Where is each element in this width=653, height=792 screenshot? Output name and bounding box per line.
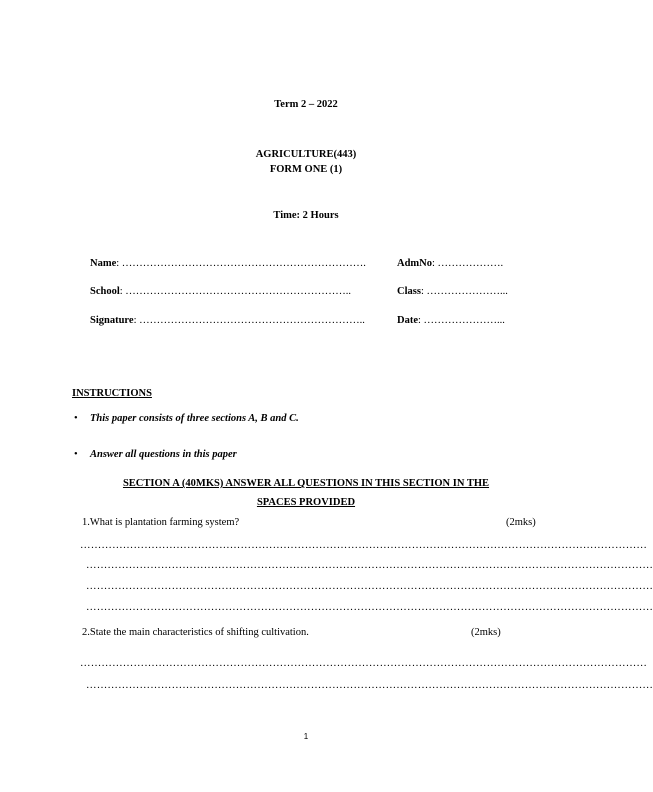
question-1-marks: (2mks) [506, 517, 536, 528]
answer-line[interactable]: …………………………………………………………………………………………………………………………………………… [86, 680, 653, 691]
answer-line[interactable]: …………………………………………………………………………………………………………………………………………… [86, 602, 653, 613]
bullet-icon: • [74, 449, 78, 460]
term-heading: Term 2 – 2022 [274, 99, 338, 110]
time-heading: Time: 2 Hours [273, 210, 339, 221]
instruction-item: This paper consists of three sections A, B and C. [90, 413, 299, 424]
section-heading-cont: SPACES PROVIDED [256, 497, 356, 508]
school-field[interactable]: School: ……………………………………………………….. [90, 286, 352, 297]
subject-heading: AGRICULTURE(443) [255, 149, 357, 160]
question-2: 2.State the main characteristics of shifting cultivation. [82, 627, 309, 638]
form-heading: FORM ONE (1) [269, 164, 343, 175]
instructions-title: INSTRUCTIONS [72, 388, 152, 399]
section-heading: SECTION A (40MKS) ANSWER ALL QUESTIONS IN THIS SECTION IN THE [122, 478, 490, 489]
class-field[interactable]: Class: …………………... [397, 286, 508, 297]
signature-field[interactable]: Signature: ……………………………………………………….. [90, 315, 365, 326]
date-field[interactable]: Date: …………………... [397, 315, 505, 326]
answer-line[interactable]: …………………………………………………………………………………………………………………………………………… [86, 560, 653, 571]
admno-field[interactable]: AdmNo: ………………. [397, 258, 504, 269]
bullet-icon: • [74, 413, 78, 424]
name-field[interactable]: Name: ……………………………………………………………. [90, 258, 366, 269]
page-number: 1 [303, 732, 309, 741]
question-2-marks: (2mks) [471, 627, 501, 638]
instruction-item: Answer all questions in this paper [90, 449, 237, 460]
answer-line[interactable]: …………………………………………………………………………………………………………………………………………… [80, 658, 648, 669]
question-1: 1.What is plantation farming system? [82, 517, 240, 528]
answer-line[interactable]: …………………………………………………………………………………………………………………………………………… [86, 581, 653, 592]
answer-line[interactable]: …………………………………………………………………………………………………………………………………………… [80, 540, 648, 551]
